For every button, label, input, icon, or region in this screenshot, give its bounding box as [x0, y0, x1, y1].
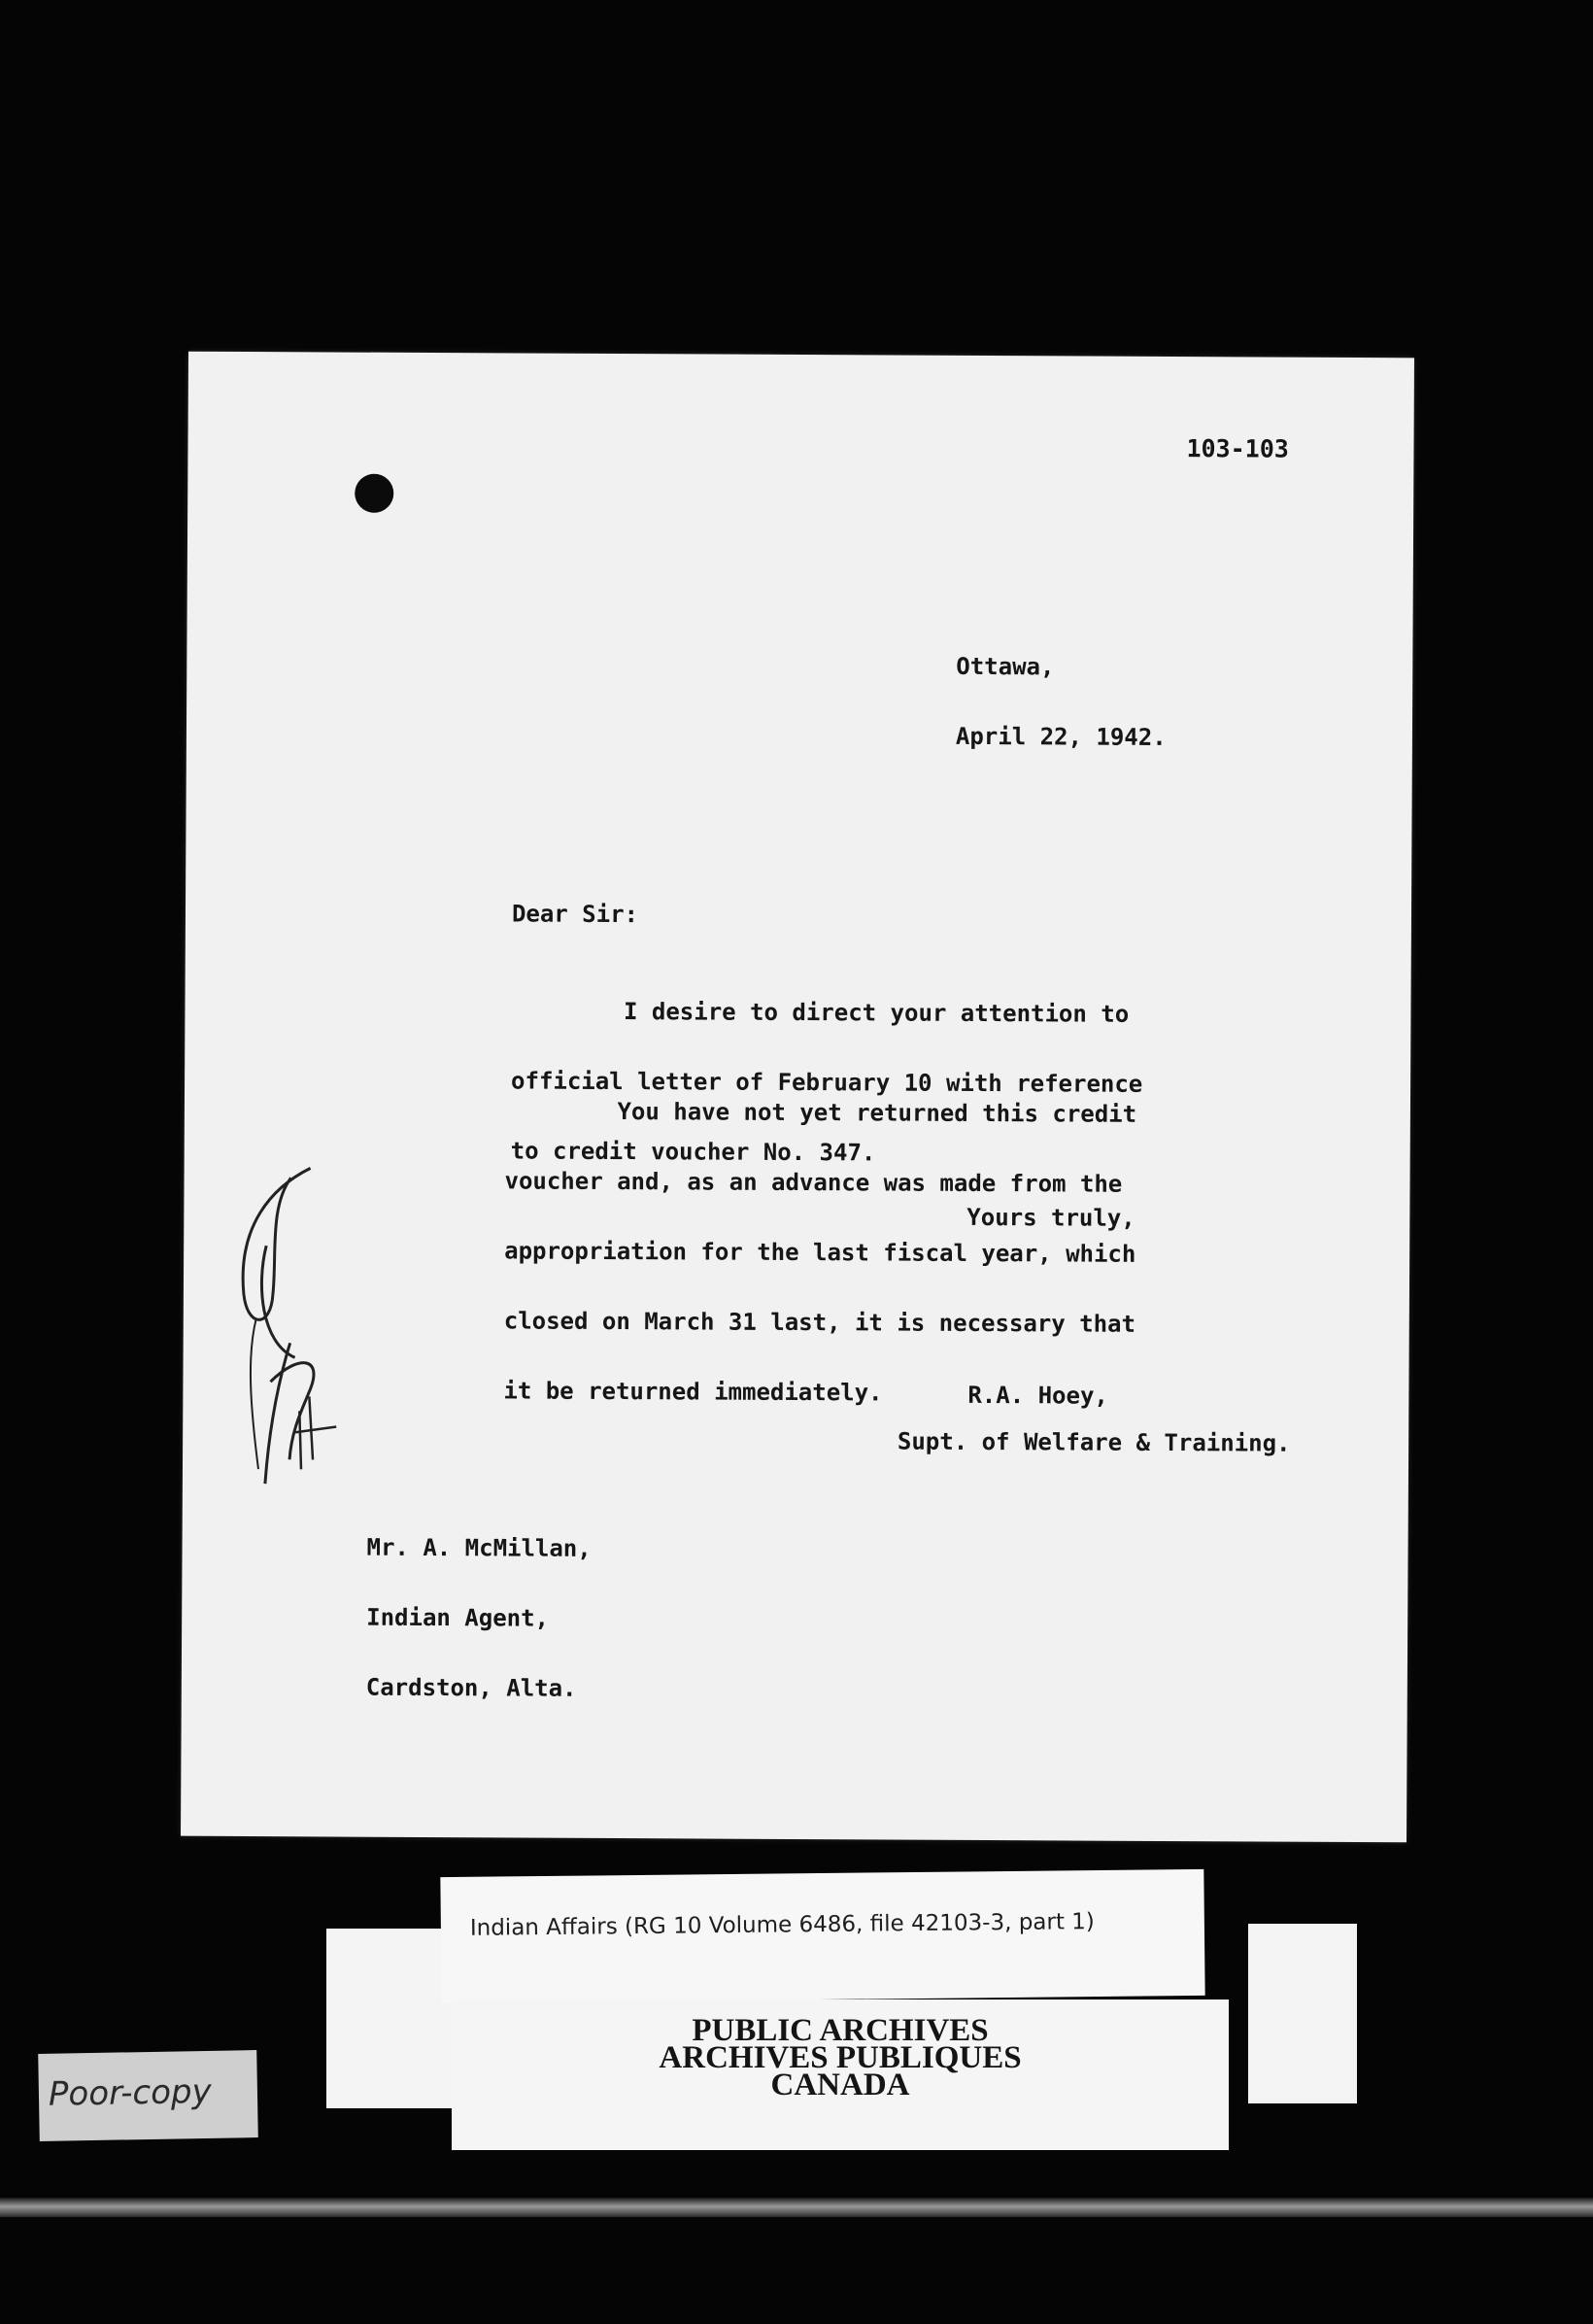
paragraph-line: it be returned immediately.: [503, 1377, 883, 1407]
stamp-line: ARCHIVES PUBLIQUES: [659, 2040, 1022, 2075]
film-edge: [0, 2198, 1593, 2217]
letter-place: Ottawa,: [956, 652, 1055, 681]
place-date-block: [956, 608, 1168, 796]
recipient-line: Indian Agent,: [366, 1603, 550, 1632]
closing: Yours truly,: [966, 1203, 1135, 1232]
letter-date: April 22, 1942.: [955, 722, 1167, 751]
paragraph-line: voucher and, as an advance was made from the: [504, 1167, 1123, 1198]
stamp-line: PUBLIC ARCHIVES: [692, 2013, 989, 2048]
salutation: Dear Sir:: [511, 900, 639, 929]
label-backing-left: [326, 1929, 453, 2108]
recipient-block: [365, 1489, 592, 1747]
signer-name: R.A. Hoey,: [967, 1381, 1108, 1410]
punch-hole: [355, 474, 393, 513]
paragraph-line: You have not yet returned this credit: [504, 1097, 1137, 1128]
label-backing-right: [1248, 1924, 1357, 2103]
paragraph-line: to credit voucher No. 347.: [510, 1137, 876, 1167]
signature-block: [841, 1336, 1291, 1478]
archive-citation-label: [440, 1869, 1204, 2003]
file-reference: 103-103: [1186, 434, 1289, 463]
letter-page: [181, 352, 1414, 1843]
paragraph-line: closed on March 31 last, it is necessary that: [503, 1307, 1136, 1338]
recipient-line: Cardston, Alta.: [365, 1673, 577, 1702]
paragraph-line: appropriation for the last fiscal year, which: [504, 1237, 1136, 1268]
recipient-line: Mr. A. McMillan,: [366, 1533, 592, 1562]
poor-copy-note: Poor-copy: [48, 2071, 212, 2114]
poor-copy-tag: [38, 2050, 258, 2141]
signer-title: Supt. of Welfare & Training.: [897, 1427, 1291, 1457]
stamp-line: CANADA: [770, 2068, 910, 2102]
paragraph-line: I desire to direct your attention to: [511, 997, 1130, 1028]
paragraph-line: official letter of February 10 with reference: [511, 1067, 1143, 1098]
archive-citation: Indian Affairs (RG 10 Volume 6486, file 42103-3, part 1): [469, 1909, 1095, 1941]
archives-stamp: [452, 1999, 1229, 2150]
handwritten-initials: [212, 1148, 340, 1499]
